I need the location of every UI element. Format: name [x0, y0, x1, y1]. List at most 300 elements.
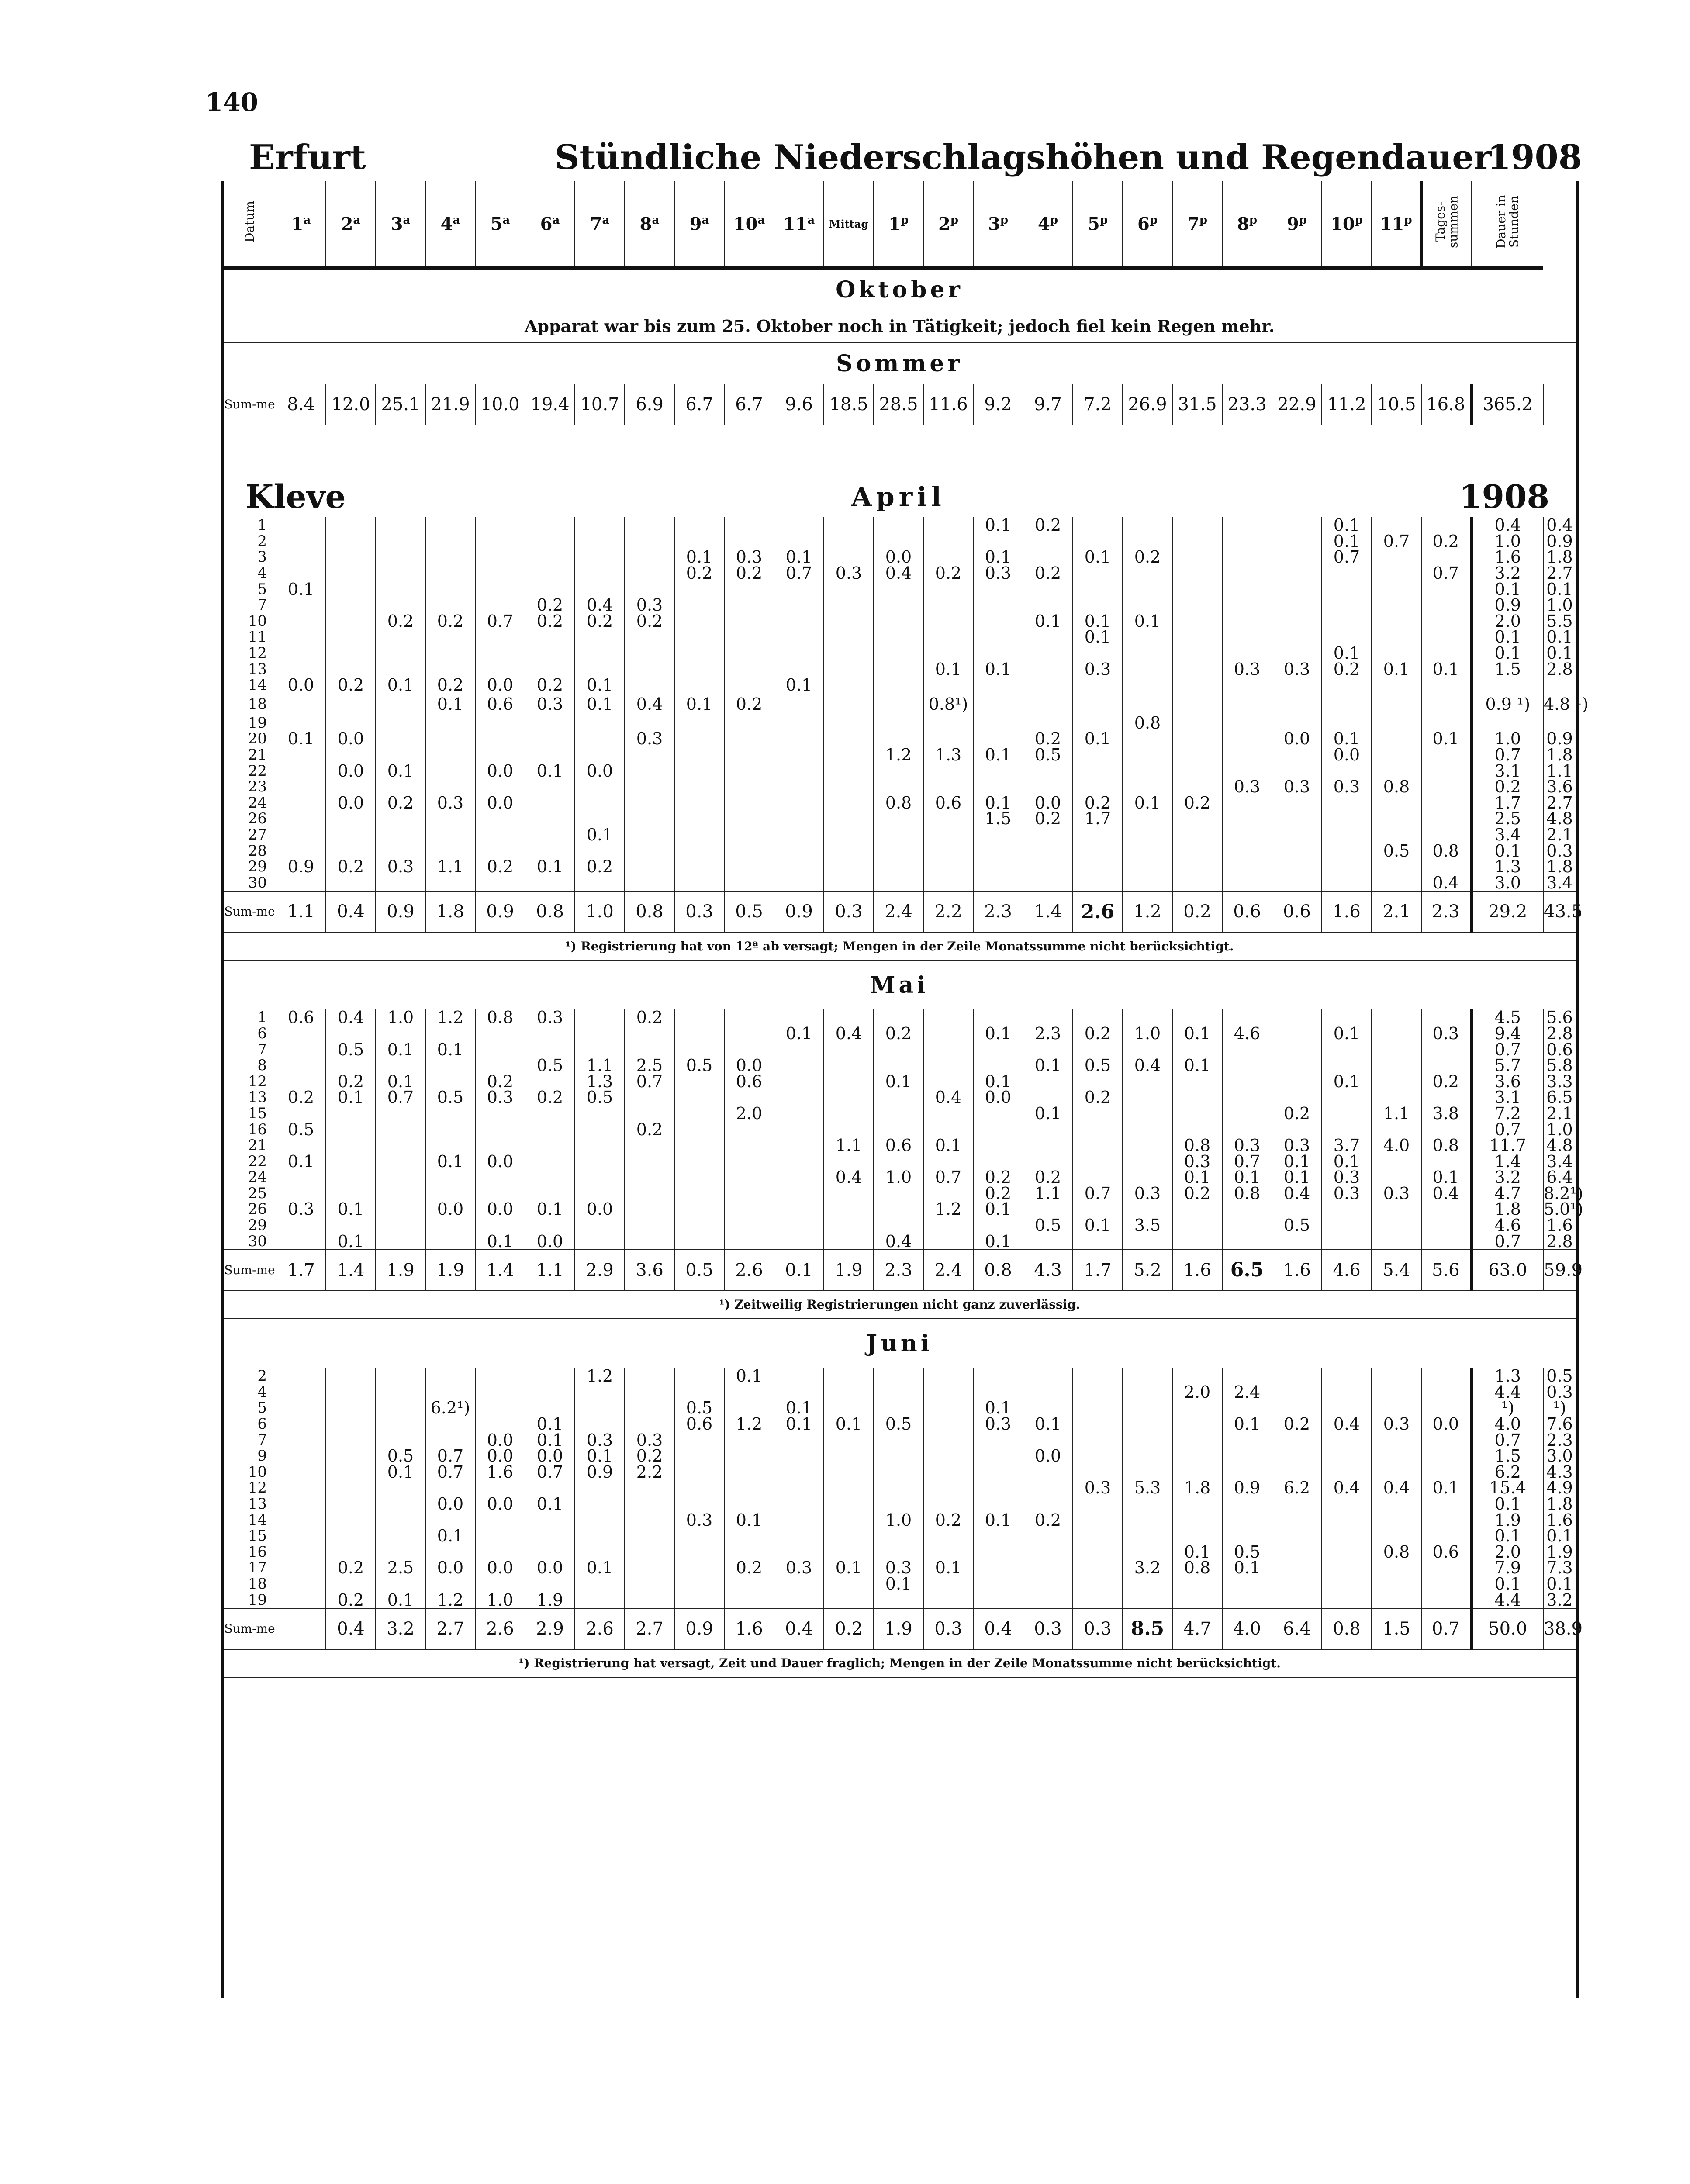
duration-cell: 3.4 [1543, 1153, 1576, 1169]
daily-total-cell: 9.4 [1471, 1026, 1543, 1042]
hour-cell [475, 779, 525, 795]
daily-total-cell: 0.2 [1471, 779, 1543, 795]
hour-cell [1073, 1073, 1123, 1089]
hour-cell: 0.6 [923, 795, 973, 811]
hour-cell: 1.2 [425, 1009, 475, 1026]
hour-cell [973, 1057, 1023, 1074]
hour-cell [1073, 1416, 1123, 1432]
hour-cell [1372, 1496, 1421, 1512]
hour-cell [376, 1432, 425, 1448]
hour-cell [525, 731, 575, 747]
hour-cell [1372, 1368, 1421, 1384]
hour-cell: 2.9 [525, 1608, 575, 1649]
hour-cell [475, 1137, 525, 1154]
hour-cell: 0.1 [1322, 517, 1372, 533]
hour-cell [824, 1464, 874, 1480]
hour-cell [1023, 827, 1073, 843]
hour-cell: 0.4 [923, 1089, 973, 1106]
hour-cell [1023, 1496, 1073, 1512]
hour-cell: 0.3 [625, 597, 674, 613]
hour-cell [425, 1416, 475, 1432]
day-cell: 24 [248, 1168, 267, 1186]
hour-cell: 0.9 [376, 891, 425, 932]
hour-cell [824, 763, 874, 779]
hour-cell [1123, 1496, 1172, 1512]
hour-cell [923, 1026, 973, 1042]
hour-cell [276, 763, 326, 779]
table-row [224, 1400, 1576, 1416]
hour-cell [1222, 1512, 1272, 1528]
duration-cell: 0.6 [1543, 1041, 1576, 1057]
hour-cell [874, 1448, 923, 1464]
duration-cell: 5.8 [1543, 1057, 1576, 1074]
hour-cell [874, 629, 923, 645]
hour-cell [625, 565, 674, 581]
hour-cell [1222, 874, 1272, 891]
hour-cell: 0.7 [1073, 1185, 1123, 1202]
hour-cell: 0.1 [923, 661, 973, 677]
hour-cell [326, 1496, 376, 1512]
hour-cell [923, 1009, 973, 1026]
hour-cell [1172, 747, 1222, 763]
hour-cell: 10.5 [1372, 384, 1421, 425]
hour-cell: 0.7 [625, 1073, 674, 1089]
table-row [224, 811, 1576, 827]
table-row [224, 1448, 1576, 1464]
hour-cell [376, 1368, 425, 1384]
table-row [224, 1416, 1576, 1432]
hour-cell [276, 843, 326, 859]
daily-total-cell: 3.6 [1471, 1073, 1543, 1089]
duration-cell: 6.5 [1543, 1089, 1576, 1106]
hour-cell [874, 731, 923, 747]
hour-cell [1322, 715, 1372, 731]
hour-cell [1172, 661, 1222, 677]
hour-cell [276, 1448, 326, 1464]
hour-cell [724, 795, 774, 811]
hour-cell [326, 779, 376, 795]
hour-cell [1421, 613, 1471, 629]
hour-cell [276, 1528, 326, 1544]
daily-total-cell: 1.0 [1471, 533, 1543, 549]
hour-cell: 0.1 [724, 1512, 774, 1528]
hour-cell: 1.5 [1372, 1608, 1421, 1649]
hour-cell [923, 874, 973, 891]
table-row [224, 795, 1576, 811]
hour-cell [1322, 1432, 1372, 1448]
hour-cell: 0.2 [1421, 533, 1471, 549]
hour-cell [774, 811, 824, 827]
spacer-cell [224, 425, 1576, 477]
daily-total-cell: 2.0 [1471, 613, 1543, 629]
hour-cell: 0.3 [625, 731, 674, 747]
hour-cell [525, 661, 575, 677]
hour-cell: 6.5 [1222, 1250, 1272, 1291]
hour-cell [923, 1073, 973, 1089]
hour-cell [1073, 1009, 1123, 1026]
hour-cell [824, 661, 874, 677]
header-hour-2: 2$^a$ [326, 181, 376, 268]
hour-cell [525, 645, 575, 661]
daily-total-cell: 1.4 [1471, 1153, 1543, 1169]
daily-total-cell: 3.2 [1471, 1169, 1543, 1185]
header-hour-1: 1$^a$ [276, 181, 326, 268]
hour-cell [674, 517, 724, 533]
hour-cell [1272, 565, 1322, 581]
month-title-mai [224, 960, 1576, 1009]
hour-cell: 0.2 [1073, 1026, 1123, 1042]
hour-cell [1123, 1089, 1172, 1106]
hour-cell [1272, 1496, 1322, 1512]
hour-cell [1372, 1400, 1421, 1416]
daily-total-cell: 2.0 [1471, 1544, 1543, 1560]
hour-cell [525, 1137, 575, 1154]
hour-cell [1023, 661, 1073, 677]
hour-cell [475, 874, 525, 891]
hour-cell: 0.3 [1123, 1185, 1172, 1202]
hour-cell [724, 1544, 774, 1560]
hour-cell: 0.3 [1222, 779, 1272, 795]
table-row [224, 1512, 1576, 1528]
hour-cell [276, 779, 326, 795]
hour-cell [1372, 1201, 1421, 1217]
hour-cell [774, 661, 824, 677]
hour-cell [774, 1153, 824, 1169]
table-row [224, 827, 1576, 843]
hour-cell [674, 661, 724, 677]
hour-cell [1023, 1544, 1073, 1560]
hour-cell [973, 859, 1023, 875]
hour-cell [475, 1544, 525, 1560]
hour-cell [1023, 779, 1073, 795]
hour-cell [774, 645, 824, 661]
hour-cell [326, 1121, 376, 1137]
hour-cell: 0.1 [525, 1416, 575, 1432]
hour-cell [674, 1121, 724, 1137]
hour-cell [973, 693, 1023, 715]
hour-cell [1123, 859, 1172, 875]
hour-cell: 0.2 [326, 1560, 376, 1576]
daily-total-cell: 3.0 [1471, 874, 1543, 891]
hour-cell [475, 581, 525, 597]
hour-cell [1172, 1106, 1222, 1122]
hour-cell [326, 597, 376, 613]
daily-total-cell: 1.6 [1471, 549, 1543, 565]
hour-cell: 0.4 [874, 565, 923, 581]
hour-cell [824, 1512, 874, 1528]
hour-cell [625, 661, 674, 677]
hour-cell [276, 1432, 326, 1448]
hour-cell: 0.4 [1322, 1480, 1372, 1496]
hour-cell [1172, 1464, 1222, 1480]
hour-cell: 26.9 [1123, 384, 1172, 425]
hour-cell [425, 1233, 475, 1250]
hour-cell [425, 1106, 475, 1122]
hour-cell [376, 549, 425, 565]
hour-cell [674, 1153, 724, 1169]
hour-cell [376, 1106, 425, 1122]
day-cell: 10 [248, 612, 267, 630]
hour-cell [525, 874, 575, 891]
hour-cell [774, 581, 824, 597]
hour-cell: 0.1 [1073, 549, 1123, 565]
hour-cell: 1.1 [575, 1057, 625, 1074]
hour-cell: 0.8 [1123, 715, 1172, 731]
hour-cell [276, 715, 326, 731]
header-hour-14: 2$^p$ [923, 181, 973, 268]
daily-total-cell: 7.2 [1471, 1106, 1543, 1122]
table-row [224, 1041, 1576, 1057]
hour-cell [923, 1057, 973, 1074]
hour-cell [1222, 1400, 1272, 1416]
header-hour-5: 5$^a$ [475, 181, 525, 268]
hour-cell [525, 1544, 575, 1560]
hour-cell [1123, 645, 1172, 661]
duration-cell: 0.1 [1543, 1576, 1576, 1592]
hour-cell [1272, 533, 1322, 549]
hour-cell [724, 1169, 774, 1185]
hour-cell: 0.0 [575, 1201, 625, 1217]
hour-cell: 0.5 [1073, 1057, 1123, 1074]
hour-cell [1421, 859, 1471, 875]
hour-cell [276, 1217, 326, 1234]
header-datum-label: Datum [242, 201, 257, 242]
day-cell: 26 [248, 810, 267, 828]
hour-cell: 0.0 [874, 549, 923, 565]
hour-cell: 1.0 [376, 1009, 425, 1026]
hour-cell [1172, 565, 1222, 581]
hour-cell [376, 1496, 425, 1512]
hour-cell [1322, 1496, 1372, 1512]
hour-cell [824, 1496, 874, 1512]
duration-cell: 3.2 [1543, 1592, 1576, 1608]
hour-cell [525, 1041, 575, 1057]
spacer [224, 425, 1576, 477]
hour-cell [326, 565, 376, 581]
hour-cell [625, 1560, 674, 1576]
hour-cell [425, 763, 475, 779]
hour-cell [824, 645, 874, 661]
hour-cell [326, 1400, 376, 1416]
hour-cell [923, 1528, 973, 1544]
hour-cell [774, 1368, 824, 1384]
hour-cell [376, 1185, 425, 1202]
hour-cell [1073, 1528, 1123, 1544]
hour-cell [1123, 661, 1172, 677]
hour-cell: 0.1 [525, 763, 575, 779]
table-row [224, 1384, 1576, 1400]
duration-cell: 4.8 [1543, 1137, 1576, 1154]
hour-cell [1322, 827, 1372, 843]
hour-cell [874, 661, 923, 677]
hour-cell: 0.3 [1272, 779, 1322, 795]
hour-cell: 0.1 [973, 1400, 1023, 1416]
daily-total-cell: 0.7 [1471, 1233, 1543, 1250]
hour-cell [1073, 1233, 1123, 1250]
hour-cell [1123, 827, 1172, 843]
hour-cell [724, 779, 774, 795]
hour-cell [973, 843, 1023, 859]
hour-cell [625, 747, 674, 763]
hour-cell [625, 763, 674, 779]
hour-cell [1172, 1201, 1222, 1217]
hour-cell [774, 1057, 824, 1074]
hour-cell [1272, 1368, 1322, 1384]
page-number: 140 [205, 87, 259, 117]
daily-total-cell: 4.6 [1471, 1217, 1543, 1234]
hour-cell [1322, 874, 1372, 891]
hour-cell [1372, 549, 1421, 565]
daily-total-cell: 3.2 [1471, 565, 1543, 581]
hour-cell: 4.0 [1222, 1608, 1272, 1649]
hour-cell [1421, 827, 1471, 843]
hour-cell [1421, 1041, 1471, 1057]
hour-cell [625, 517, 674, 533]
hour-cell [625, 1416, 674, 1432]
hour-cell: 0.2 [525, 597, 575, 613]
hour-cell: 0.0 [326, 795, 376, 811]
hour-cell: 0.1 [1322, 645, 1372, 661]
duration-cell: 0.1 [1543, 629, 1576, 645]
hour-cell [674, 843, 724, 859]
hour-cell: 0.4 [326, 1009, 376, 1026]
hour-cell: 0.5 [874, 1416, 923, 1432]
hour-cell: 0.2 [525, 677, 575, 693]
hour-cell [1023, 1560, 1073, 1576]
hour-cell: 0.7 [475, 613, 525, 629]
day-cell: 29 [248, 1216, 267, 1234]
table-row [224, 1153, 1576, 1169]
table-row [224, 1057, 1576, 1074]
duration-cell: 5.0¹) [1544, 1199, 1583, 1219]
hour-cell: 1.2 [874, 747, 923, 763]
duration-cell [1543, 677, 1576, 693]
hour-cell [824, 1217, 874, 1234]
footnote-juni [224, 1649, 1576, 1677]
daily-total-cell: 0.1 [1471, 1528, 1543, 1544]
hour-cell: 0.8 [475, 1009, 525, 1026]
hour-cell [376, 1201, 425, 1217]
hour-cell [874, 581, 923, 597]
duration-cell: 0.9 [1543, 731, 1576, 747]
hour-cell: 0.5 [724, 891, 774, 932]
hour-cell [575, 1217, 625, 1234]
hour-cell [674, 763, 724, 779]
day-cell: 21 [248, 1137, 267, 1154]
hour-cell: 1.1 [1023, 1185, 1073, 1202]
hour-cell [1272, 1560, 1322, 1576]
hour-cell [326, 517, 376, 533]
hour-cell [1023, 533, 1073, 549]
hour-cell [674, 1496, 724, 1512]
hour-cell: 1.0 [575, 891, 625, 932]
daily-total-cell: 0.7 [1471, 1121, 1543, 1137]
hour-cell: 0.6 [475, 693, 525, 715]
hour-cell [1421, 1432, 1471, 1448]
hour-cell [326, 874, 376, 891]
hour-cell [1172, 1416, 1222, 1432]
hour-cell: 0.9 [575, 1464, 625, 1480]
hour-cell [1123, 1544, 1172, 1560]
hour-cell: 0.1 [973, 747, 1023, 763]
hour-cell [425, 565, 475, 581]
hour-cell [1372, 1169, 1421, 1185]
hour-cell: 0.0 [475, 763, 525, 779]
hour-cell [1322, 1400, 1372, 1416]
hour-cell [625, 1384, 674, 1400]
hour-cell [1172, 645, 1222, 661]
hour-cell [1172, 859, 1222, 875]
duration-cell: 1.0 [1543, 1121, 1576, 1137]
hour-cell [1272, 843, 1322, 859]
hour-cell [376, 693, 425, 715]
duration-cell: 7.3 [1543, 1560, 1576, 1576]
hour-cell [276, 1480, 326, 1496]
hour-cell: 0.1 [1372, 661, 1421, 677]
duration-cell [1543, 384, 1576, 425]
hour-cell [1322, 565, 1372, 581]
hour-cell [973, 613, 1023, 629]
table-row [224, 1544, 1576, 1560]
hour-cell [874, 874, 923, 891]
hour-cell [525, 1384, 575, 1400]
hour-cell [525, 715, 575, 731]
month-note-oktober-text: Apparat war bis zum 25. Oktober noch in Tätigkeit; jedoch fiel kein Regen mehr. [224, 310, 1576, 343]
hour-cell: 0.5 [1023, 747, 1073, 763]
hour-cell [1123, 747, 1172, 763]
hour-cell [625, 1576, 674, 1592]
table-row [224, 715, 1576, 731]
hour-cell: 0.8 [1372, 779, 1421, 795]
hour-cell [1322, 1106, 1372, 1122]
hour-cell [475, 597, 525, 613]
hour-cell [276, 1384, 326, 1400]
hour-cell [625, 1496, 674, 1512]
hour-cell [824, 1368, 874, 1384]
hour-cell [475, 1169, 525, 1185]
daily-total-cell: 365.2 [1471, 384, 1543, 425]
day-cell: 22 [248, 762, 267, 780]
hour-cell [923, 1400, 973, 1416]
hour-cell [1222, 677, 1272, 693]
hour-cell: 31.5 [1172, 384, 1222, 425]
hour-cell [1222, 581, 1272, 597]
hour-cell: 0.3 [525, 1009, 575, 1026]
hour-cell: 0.8 [1172, 1560, 1222, 1576]
hour-cell [973, 1544, 1023, 1560]
hour-cell [475, 1057, 525, 1074]
hour-cell: 0.2 [376, 613, 425, 629]
daily-total-cell: 4.0 [1471, 1416, 1543, 1432]
daily-total-cell: 5.7 [1471, 1057, 1543, 1074]
hour-cell [326, 629, 376, 645]
daily-total-cell: 6.2 [1471, 1464, 1543, 1480]
hour-cell [724, 629, 774, 645]
hour-cell [774, 827, 824, 843]
hour-cell [973, 1368, 1023, 1384]
hour-cell: 0.1 [376, 1041, 425, 1057]
daily-total-cell: 4.5 [1471, 1009, 1543, 1026]
hour-cell [425, 874, 475, 891]
daily-total-cell: 0.9 [1471, 597, 1543, 613]
hour-cell [1322, 1528, 1372, 1544]
hour-cell [1023, 843, 1073, 859]
hour-cell [1123, 693, 1172, 715]
hour-cell [674, 827, 724, 843]
hour-cell: 0.5 [376, 1448, 425, 1464]
hour-cell: 0.2 [575, 613, 625, 629]
hour-cell [376, 1512, 425, 1528]
